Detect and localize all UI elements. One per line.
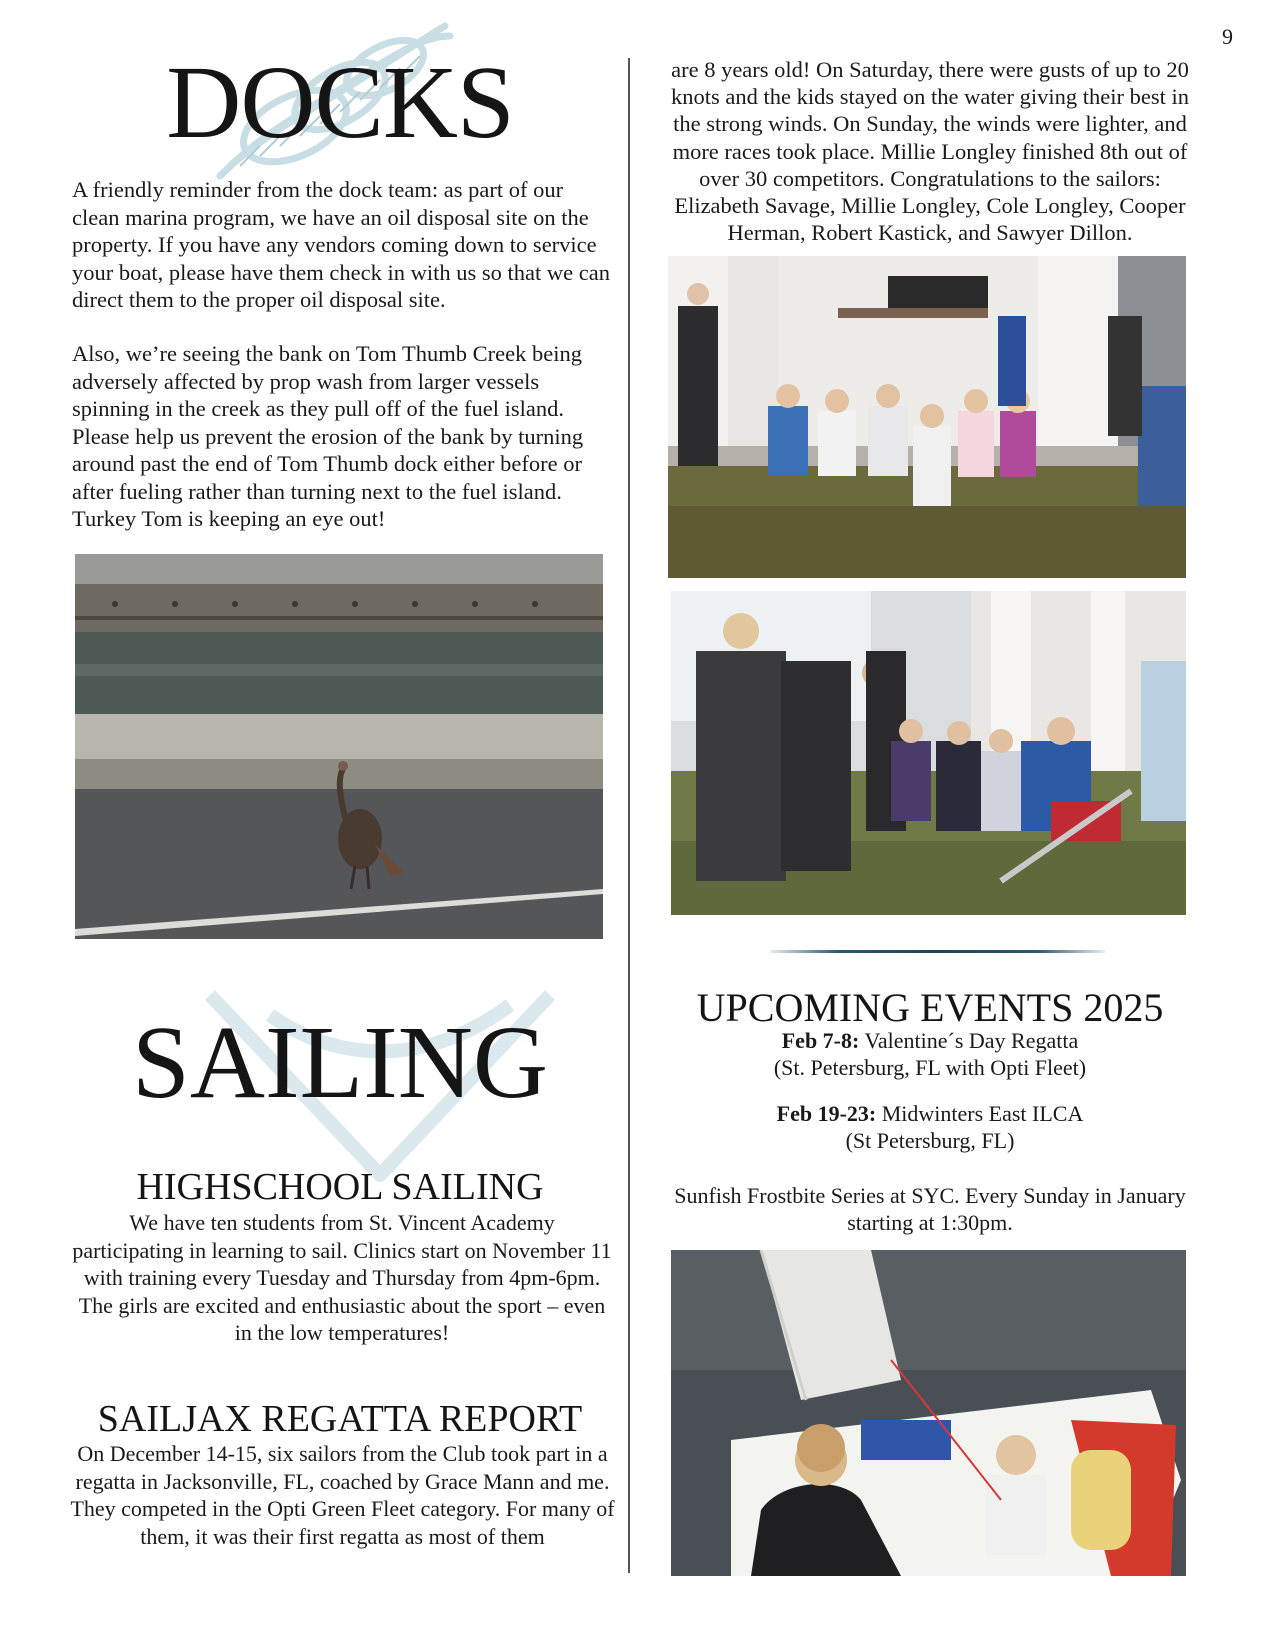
sailjax-regatta-text: On December 14-15, six sailors from the Club took part in a regatta in Jacksonville, FL, coached by Grace Mann and me. They competed in the Opti Green Fleet category. For many of them, it was their first regatta as most of them: [70, 1441, 615, 1549]
docks-title: DOCKS: [166, 45, 514, 160]
section-divider-rule: [770, 950, 1105, 953]
coach-briefing-photo: [671, 591, 1186, 915]
event-item: [660, 1100, 1200, 1154]
event-title: Midwinters East ILCA: [881, 1101, 1084, 1126]
event-date: Feb 7-8:: [781, 1028, 860, 1053]
event-note: Sunfish Frostbite Series at SYC. Every Sunday in January starting at 1:30pm.: [674, 1183, 1186, 1235]
event-item: [660, 1027, 1200, 1081]
column-divider: [628, 58, 630, 1573]
sailjax-regatta-heading: SAILJAX REGATTA REPORT: [97, 1398, 583, 1440]
sailors-group-photo: [668, 256, 1186, 578]
sailing-title: SAILING: [132, 1005, 548, 1120]
event-date: Feb 19-23:: [776, 1101, 877, 1126]
highschool-sailing-heading: HIGHSCHOOL SAILING: [136, 1166, 544, 1208]
event-detail: (St. Petersburg, FL with Opti Fleet): [773, 1055, 1087, 1080]
turkey-on-dock-photo: [75, 554, 603, 939]
highschool-sailing-text: We have ten students from St. Vincent Academy participating in learning to sail. Clinics start on November 11 with training every Tuesday and Thursday from 4pm-6pm. The girls are excited and enthusiastic about the sport – even in the low temperatures!: [72, 1210, 612, 1345]
page-number: 9: [1222, 24, 1233, 49]
upcoming-events-heading: UPCOMING EVENTS 2025: [696, 985, 1164, 1030]
event-title: Valentine´s Day Regatta: [864, 1028, 1079, 1053]
opti-boat-photo: [671, 1250, 1186, 1576]
event-detail: (St Petersburg, FL): [845, 1128, 1015, 1153]
docks-paragraph-2: Also, we’re seeing the bank on Tom Thumb Creek being adversely affected by prop wash from larger vessels spinning in the creek as they pull off of the fuel island. Please help us prevent the erosion of the bank by turning around past the end of Tom Thumb dock either before or after fueling rather than turning next to the fuel island. Turkey Tom is keeping an eye out!: [72, 341, 584, 531]
docks-paragraph-1: A friendly reminder from the dock team: as part of our clean marina program, we have an oil disposal site on the property. If you have any vendors coming down to service your boat, please have them check in with us so that we can direct them to the proper oil disposal site.: [72, 177, 610, 312]
sailjax-regatta-continued: are 8 years old! On Saturday, there were gusts of up to 20 knots and the kids stayed on the water giving their best in the strong winds. On Sunday, the winds were lighter, and more races took place. Millie Longley finished 8th out of over 30 competitors. Congratulations to the sailors: Elizabeth Savage, Millie Longley, Cole Longley, Cooper Herman, Robert Kastick, and Sawyer Dillon.: [670, 57, 1190, 246]
